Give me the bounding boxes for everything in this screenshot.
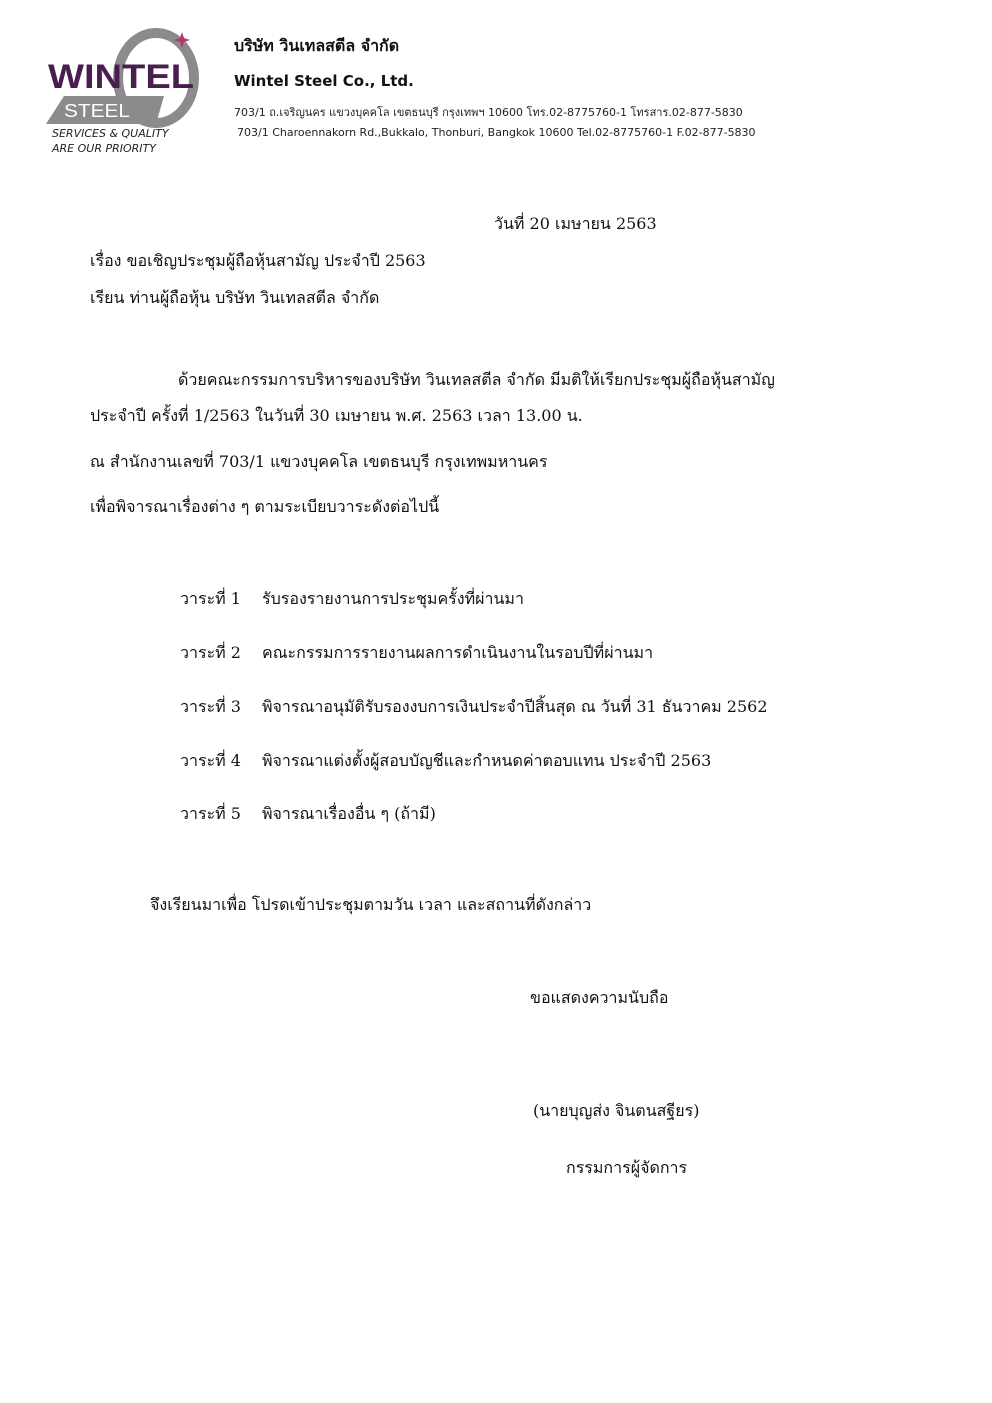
logo-subtext: STEEL <box>64 101 130 121</box>
tagline-line-2: ARE OUR PRIORITY <box>52 142 156 155</box>
agenda-text: พิจารณาเรื่องอื่น ๆ (ถ้ามี) <box>262 804 436 823</box>
agenda-number: วาระที่ 1 <box>180 589 241 608</box>
address-english: 703/1 Charoennakorn Rd.,Bukkalo, Thonburi, Bangkok 10600 Tel.02-8775760-1 F.02-877-5830 <box>237 126 756 139</box>
signer-position: กรรมการผู้จัดการ <box>566 1158 688 1177</box>
paragraph-line-2: ประจำปี ครั้งที่ 1/2563 ในวันที่ 30 เมษายน พ.ศ. 2563 เวลา 13.00 น. <box>90 406 583 425</box>
logo-tagline <box>52 126 169 156</box>
closing-sentence: จึงเรียนมาเพื่อ โปรดเข้าประชุมตามวัน เวลา และสถานที่ดังกล่าว <box>150 895 592 914</box>
agenda-number: วาระที่ 5 <box>180 804 241 823</box>
agenda-text: รับรองรายงานการประชุมครั้งที่ผ่านมา <box>262 589 524 608</box>
company-logo <box>44 28 214 160</box>
address-thai: 703/1 ถ.เจริญนคร แขวงบุคคโล เขตธนบุรี กรุงเทพฯ 10600 โทร.02-8775760-1 โทรสาร.02-877-5830 <box>234 106 743 119</box>
company-name-thai: บริษัท วินเทลสตีล จำกัด <box>234 36 400 55</box>
agenda-number: วาระที่ 2 <box>180 643 241 662</box>
agenda-item-3 <box>180 695 768 720</box>
logo-text: WINTEL <box>48 58 194 96</box>
agenda-item-4 <box>180 749 711 774</box>
agenda-number: วาระที่ 4 <box>180 751 241 770</box>
company-name-english: Wintel Steel Co., Ltd. <box>234 72 414 90</box>
paragraph-line-4: เพื่อพิจารณาเรื่องต่าง ๆ ตามระเบียบวาระดังต่อไปนี้ <box>90 497 440 516</box>
agenda-item-1 <box>180 587 524 612</box>
tagline-line-1: SERVICES & QUALITY <box>52 127 169 140</box>
paragraph-line-1: ด้วยคณะกรรมการบริหารของบริษัท วินเทลสตีล จำกัด มีมติให้เรียกประชุมผู้ถือหุ้นสามัญ <box>178 370 775 389</box>
letter-subject: เรื่อง ขอเชิญประชุมผู้ถือหุ้นสามัญ ประจำปี 2563 <box>90 251 426 270</box>
agenda-text: คณะกรรมการรายงานผลการดำเนินงานในรอบปีที่ผ่านมา <box>262 643 654 662</box>
regards: ขอแสดงความนับถือ <box>530 988 669 1007</box>
agenda-text: พิจารณาอนุมัติรับรองงบการเงินประจำปีสิ้นสุด ณ วันที่ 31 ธันวาคม 2562 <box>262 697 768 716</box>
agenda-number: วาระที่ 3 <box>180 697 241 716</box>
paragraph-line-3: ณ สำนักงานเลขที่ 703/1 แขวงบุคคโล เขตธนบุรี กรุงเทพมหานคร <box>90 452 548 471</box>
agenda-item-5 <box>180 802 436 827</box>
signer-name: (นายบุญส่ง จินตนสฐียร) <box>533 1101 700 1120</box>
letter-recipient: เรียน ท่านผู้ถือหุ้น บริษัท วินเทลสตีล จำกัด <box>90 288 380 307</box>
agenda-item-2 <box>180 641 653 666</box>
wintel-logo-graphic <box>44 28 214 128</box>
agenda-text: พิจารณาแต่งตั้งผู้สอบบัญชีและกำหนดค่าตอบแทน ประจำปี 2563 <box>262 751 712 770</box>
letter-date: วันที่ 20 เมษายน 2563 <box>494 214 657 233</box>
